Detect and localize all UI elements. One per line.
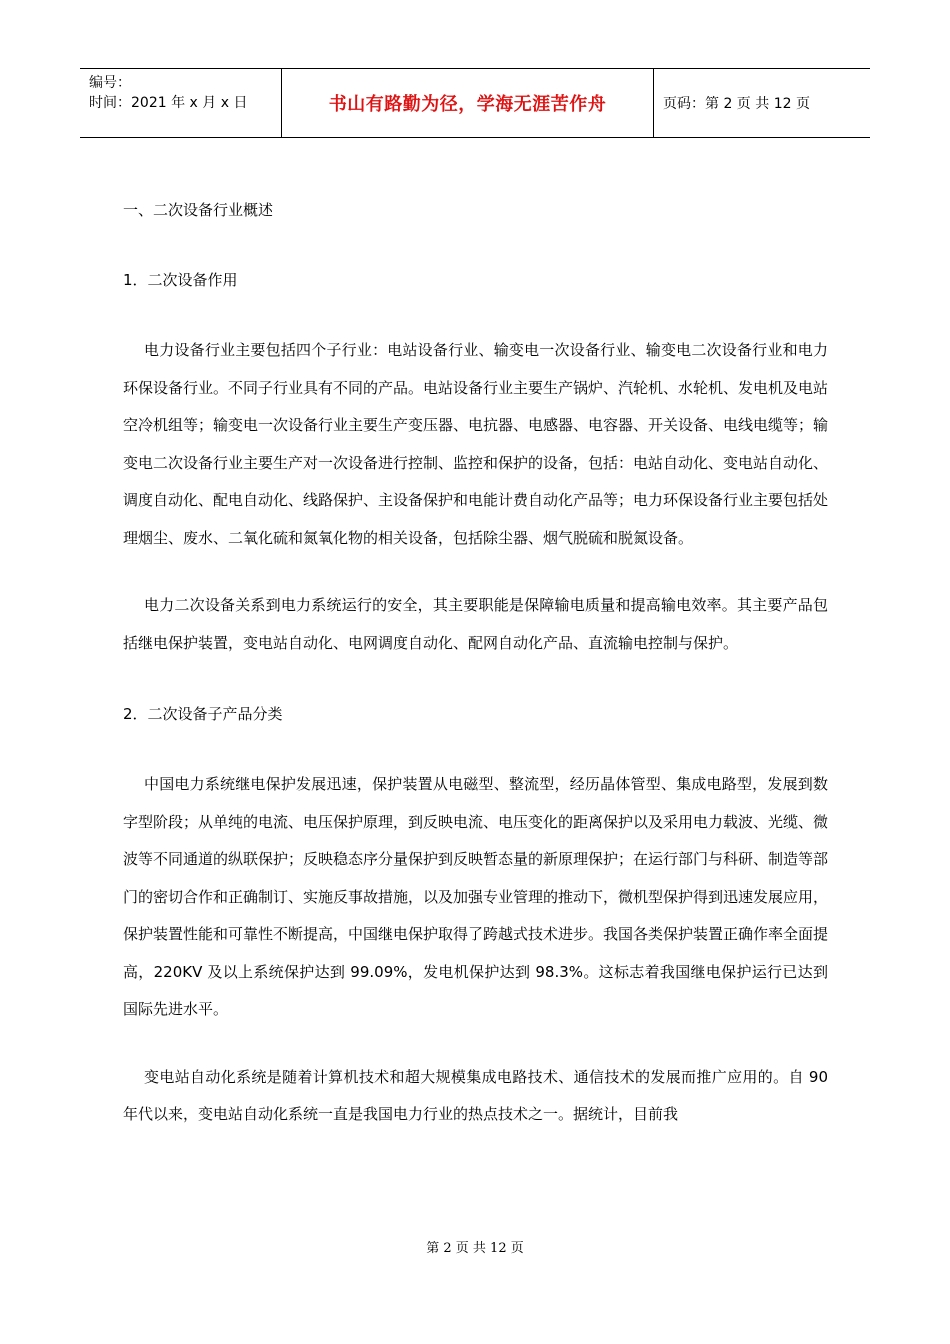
motto: 书山有路勤为径，学海无涯苦作舟 <box>282 69 654 137</box>
paragraph-1: 电力设备行业主要包括四个子行业：电站设备行业、输变电一次设备行业、输变电二次设备行业和电力环保设备行业。不同子行业具有不同的产品。电站设备行业主要生产锅炉、汽轮机、水轮机、发电机及电站空冷机组等；输变电一次设备行业主要生产变压器、电抗器、电感器、电容器、开关设备、电线电缆等；输变电二次设备行业主要生产对一次设备进行控制、监控和保护的设备，包括：电站自动化、变电站自动化、调度自动化、配电自动化、线路保护、主设备保护和电能计费自动化产品等；电力环保设备行业主要包括处理烟尘、废水、二氧化硫和氮氧化物的相关设备，包括除尘器、烟气脱硫和脱氮设备。 <box>123 341 829 547</box>
section-title: 一、二次设备行业概述 <box>123 201 274 219</box>
page-footer: 第 2 页 共 12 页 <box>426 1241 524 1256</box>
page-header <box>80 68 870 138</box>
paragraph-4: 变电站自动化系统是随着计算机技术和超大规模集成电路技术、通信技术的发展而推广应用的。自 90 年代以来，变电站自动化系统一直是我国电力行业的热点技术之一。据统计，目前我 <box>123 1067 828 1123</box>
page-info: 页码：第 2 页 共 12 页 <box>663 96 810 112</box>
serial-label: 编号： <box>89 75 131 91</box>
paragraph-2: 电力二次设备关系到电力系统运行的安全，其主要职能是保障输电质量和提高输电效率。其主要产品包括继电保护装置，变电站自动化、电网调度自动化、配网自动化产品、直流输电控制与保护。 <box>123 596 828 652</box>
header-left-cell <box>80 69 282 137</box>
paragraph-3: 中国电力系统继电保护发展迅速，保护装置从电磁型、整流型，经历晶体管型、集成电路型，发展到数字型阶段；从单纯的电流、电压保护原理，到反映电流、电压变化的距离保护以及采用电力载波、光缆、微波等不同通道的纵联保护；反映稳态序分量保护到反映暂态量的新原理保护；在运行部门与科研、制造等部门的密切合作和正确制订、实施反事故措施，以及加强专业管理的推动下，微机型保护得到迅速发展应用，保护装置性能和可靠性不断提高，中国继电保护取得了跨越式技术进步。我国各类保护装置正确作率全面提高，220KV 及以上系统保护达到 99.09%，发电机保护达到 98.3%。这标志着我国继电保护运行已达到国际先进水平。 <box>123 775 829 1018</box>
time-label: 时间：2021 年 x 月 x 日 <box>89 95 248 111</box>
subsection-title-2: 2．二次设备子产品分类 <box>123 705 283 723</box>
subsection-title-1: 1．二次设备作用 <box>123 271 238 289</box>
document-body <box>123 190 828 1134</box>
